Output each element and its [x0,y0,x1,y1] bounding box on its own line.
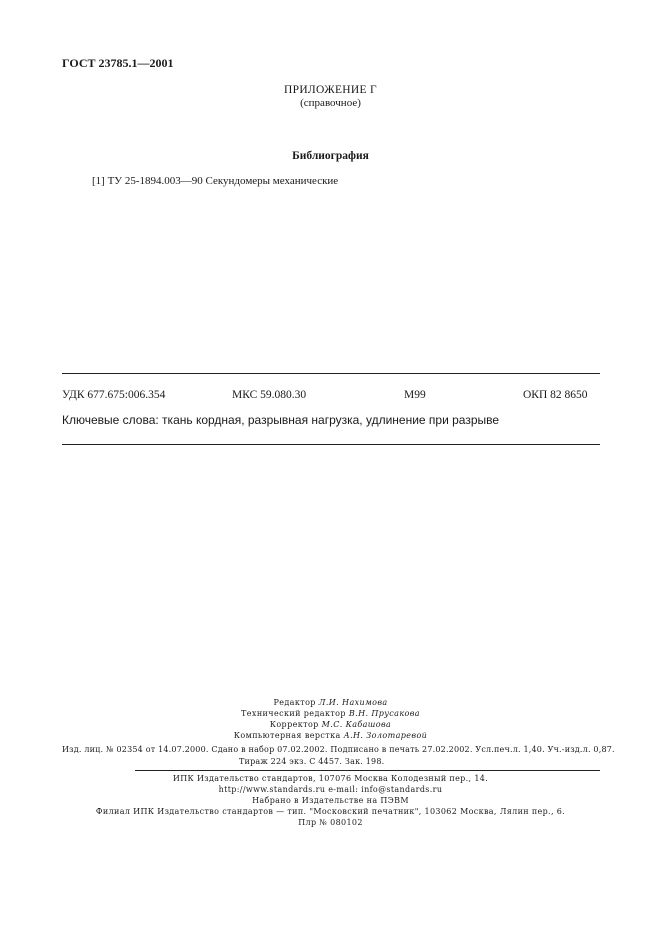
credit-name: А.Н. Золотаревой [343,731,428,740]
divider-bottom [62,444,600,445]
credit-role: Технический редактор [241,709,346,718]
publisher-address: ИПК Издательство стандартов, 107076 Москва Колодезный пер., 14. [172,774,489,783]
print-info-line-2: Тираж 224 экз. С 4457. Зак. 198. [239,757,385,766]
okp-code: ОКП 82 8650 [523,389,588,401]
credit-role: Редактор [273,698,316,707]
appendix-title: ПРИЛОЖЕНИЕ Г [284,84,377,96]
document-id: ГОСТ 23785.1—2001 [62,56,174,70]
publisher-web: http://www.standards.ru e-mail: info@standards.ru [218,785,443,794]
publisher-branch: Филиал ИПК Издательство стандартов — тип. "Московский печатник", 103062 Москва, Лялин пер., 6. [95,807,566,816]
publisher-license: Плр № 080102 [298,818,363,827]
credit-layout [0,731,661,740]
bibliography-item: [1] ТУ 25-1894.003—90 Секундомеры механические [92,175,339,187]
bibliography-heading: Библиография [292,150,369,162]
udk-code: УДК 677.675:006.354 [62,389,166,401]
credit-name: Л.И. Нахимова [318,698,388,707]
m-code: М99 [404,389,426,401]
credit-tech-editor [0,709,661,718]
credit-editor [0,698,661,707]
publisher-typeset: Набрано в Издательстве на ПЭВМ [252,796,409,805]
credit-name: М.С. Кабашова [321,720,392,729]
keywords: Ключевые слова: ткань кордная, разрывная нагрузка, удлинение при разрыве [62,413,500,427]
mks-code: МКС 59.080.30 [232,389,307,401]
appendix-subtitle: (справочное) [300,97,361,109]
divider-publisher [135,770,600,771]
print-info-line-1: Изд. лиц. № 02354 от 14.07.2000. Сдано в набор 07.02.2002. Подписано в печать 27.02.2002. Усл.печ.л. 1,40. Уч.-изд.л. 0,87. [62,745,615,754]
divider-top [62,373,600,374]
credit-name: В.Н. Прусакова [348,709,420,718]
credit-role: Компьютерная верстка [233,731,341,740]
credit-proofreader [0,720,661,729]
credit-role: Корректор [269,720,319,729]
